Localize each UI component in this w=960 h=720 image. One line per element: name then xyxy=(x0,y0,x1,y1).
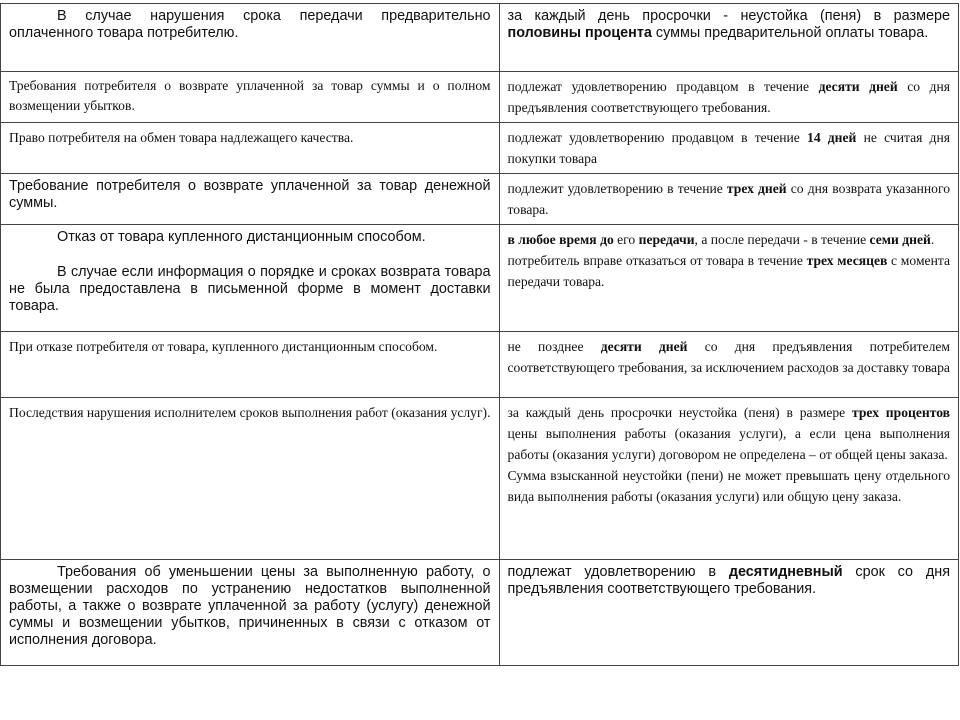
table-row xyxy=(1,225,959,332)
text-span: со дня возврата указанного товара. xyxy=(507,181,950,217)
text-span: со дня предъявления соответствующего требования. xyxy=(507,79,950,115)
condition-paragraph: В случае если информация о порядке и сроках возврата товара не была предоставлена в письменной форме в момент доставки товара. xyxy=(9,264,491,314)
text-span: со дня предъявления потребителем соответствующего требования, за исключением расходов за доставку товара xyxy=(507,339,951,375)
table-row xyxy=(1,560,959,666)
consequence-cell xyxy=(499,398,958,560)
table-row xyxy=(1,398,959,560)
text-span: подлежат удовлетворению в xyxy=(507,564,729,580)
emphasis-span: семи дней xyxy=(869,232,931,247)
emphasis-span: трех процентов xyxy=(852,405,950,420)
emphasis-span: 14 дней xyxy=(807,130,857,145)
emphasis-span: трех месяцев xyxy=(806,253,888,268)
condition-cell: Требования об уменьшении цены за выполненную работу, о возмещении расходов по устранению недостатков выполненной работы, а также о возврате уплаченной за работу (услугу) денежной суммы и возмещении убытков, причиненных в связи с отказом от исполнения договора. xyxy=(1,560,500,666)
consequence-paragraph: Сумма взысканной неустойки (пени) не может превышать цену отдельного вида выполнения работы (оказания услуги) или общую цену заказа. xyxy=(507,468,950,504)
consequence-paragraph xyxy=(508,402,950,465)
emphasis-span: половины процента xyxy=(507,25,652,41)
emphasis-span: передачи xyxy=(638,232,695,247)
text-span: за каждый день просрочки неустойка (пеня) в размере xyxy=(507,405,853,420)
consequence-cell xyxy=(499,560,958,666)
table-row xyxy=(1,332,959,398)
text-span: подлежат удовлетворению продавцом в течение xyxy=(507,79,819,94)
emphasis-span: десяти дней xyxy=(600,339,688,354)
text-span: подлежит удовлетворению в течение xyxy=(507,181,727,196)
emphasis-span: трех дней xyxy=(726,181,787,196)
condition-paragraph: Отказ от товара купленного дистанционным способом. xyxy=(57,229,426,245)
condition-cell: При отказе потребителя от товара, купленного дистанционным способом. xyxy=(1,332,500,398)
text-span: цены выполнения работы (оказания услуги), а если цена выполнения работы (оказания услуги) договором не определена – от общей цены заказа. xyxy=(507,426,950,462)
emphasis-span: в любое время до xyxy=(507,232,614,247)
text-span: его xyxy=(613,232,639,247)
text-span: суммы предварительной оплаты товара. xyxy=(651,25,929,41)
text-span: не позднее xyxy=(507,339,601,354)
table-row xyxy=(1,72,959,123)
consequence-paragraph xyxy=(508,229,950,250)
text-span: не считая дня покупки товара xyxy=(507,130,950,166)
text-span: . xyxy=(930,232,935,247)
condition-cell: Последствия нарушения исполнителем сроков выполнения работ (оказания услуг). xyxy=(1,398,500,560)
text-span: , а после передачи - в течение xyxy=(694,232,870,247)
consequence-cell xyxy=(499,4,958,72)
text-span: срок со дня предъявления соответствующего требования. xyxy=(507,564,950,597)
consequence-cell xyxy=(499,174,958,225)
text-span: подлежат удовлетворению продавцом в течение xyxy=(507,130,808,145)
condition-cell: Требования потребителя о возврате уплаченной за товар суммы и о полном возмещении убытков. xyxy=(1,72,500,123)
text-span: за каждый день просрочки - неустойка (пеня) в размере xyxy=(507,8,950,24)
consequence-cell xyxy=(499,225,958,332)
text-span: с момента передачи товара. xyxy=(507,253,950,289)
consequence-cell xyxy=(499,332,958,398)
consequence-cell xyxy=(499,72,958,123)
emphasis-span: десятидневный xyxy=(728,564,843,580)
emphasis-span: десяти дней xyxy=(818,79,898,94)
table-row xyxy=(1,174,959,225)
condition-cell: В случае нарушения срока передачи предварительно оплаченного товара потребителю. xyxy=(1,4,500,72)
table-row xyxy=(1,4,959,72)
consequence-paragraph xyxy=(508,250,950,292)
consumer-rights-table xyxy=(0,3,959,666)
consequence-cell xyxy=(499,123,958,174)
text-span: потребитель вправе отказаться от товара в течение xyxy=(507,253,807,268)
condition-cell: Право потребителя на обмен товара надлежащего качества. xyxy=(1,123,500,174)
condition-cell: Требование потребителя о возврате уплаченной за товар денежной суммы. xyxy=(1,174,500,225)
table-row xyxy=(1,123,959,174)
condition-cell xyxy=(1,225,500,332)
